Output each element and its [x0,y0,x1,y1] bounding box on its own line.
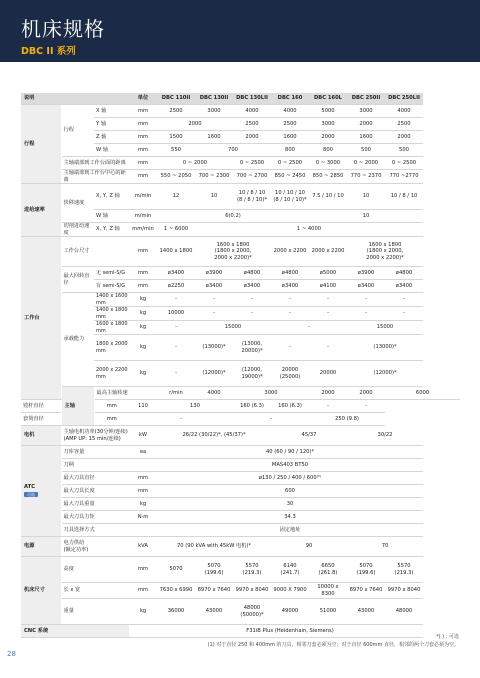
row-label [61,537,129,557]
value-cell: 2000 x 2200 [309,237,347,267]
value-cell: 3000 [347,105,385,118]
value-cell: - [157,293,195,307]
value-cell: 550 [157,144,195,157]
motor-power-label: 主轴电机功率(30分钟/连续) [63,429,128,435]
value-cell: 6(0.2) [157,210,309,223]
value-cell: 1600 x 1800 (1800 x 2000, 2000 x 2200)* [195,237,271,267]
value-cell: 20000 (25000) [271,361,309,387]
value-cell: 3000 [309,118,347,131]
unit-cell: mm [129,170,157,184]
value-cell: 10 / 8 / 10 [385,184,423,210]
value-cell: 51000 [309,599,347,625]
value-cell: 2000 [385,131,423,144]
value-cell: 0 ~ 2500 [233,157,271,170]
unit-cell: mm [94,400,129,413]
table-row [21,223,460,237]
value-cell: 850 ~ 2450 [271,170,309,184]
value-cell: 10000 x 8300 [309,583,347,599]
value-cell: - [233,413,309,426]
row-label: 工作台尺寸 [61,237,129,267]
table-row [21,498,460,511]
power-supply-label: 电力供给 [63,540,85,546]
value-cell: 0 ~ 2500 [271,157,309,170]
table-row [21,583,460,599]
value-cell: 3000 [233,387,309,400]
header-model: DBC 110II [157,93,195,105]
table-row [21,293,460,307]
value-cell: 1400 x 1800 [157,237,195,267]
value-cell: F31iB Plus (Heidenhain, Siemens) [157,625,423,638]
table-row [21,157,460,170]
table-row [21,599,460,625]
footnote: (1) 对于直径 250 和 400mm 的刀具，相邻刀套必须为空；对于直径 600mm 直径，相邻的两个刀套必须为空。 [207,642,459,648]
value-cell: 160 (6.3) [233,400,271,413]
value-cell: 36000 [157,599,195,625]
value-cell: - [129,413,233,426]
value-cell: ø3400 [271,280,309,293]
value-cell: 500 [347,144,385,157]
header-desc: 说明 [21,93,129,105]
value-cell: 5000 [309,105,347,118]
value-cell: 5070 [157,557,195,583]
value-cell: (12000)* [195,361,233,387]
unit-cell: mm [129,472,157,485]
table-row [21,472,460,485]
row-label: 最大刀具直径 [61,472,129,485]
value-cell: - [271,321,347,335]
value-cell: 500 [385,144,423,157]
value-cell: 5570 (219.3) [385,557,423,583]
table-row [21,170,460,184]
unit-cell: mm [129,267,157,280]
value-cell: ø130 / 250 / 400 / 600⁽¹⁾ [157,472,423,485]
value-cell: 1600 [347,131,385,144]
value-cell: 130 [157,400,233,413]
value-cell: 26/22 (30/22)*, (45/37)* [157,426,271,446]
row-label: 重量 [61,599,129,625]
value-cell: 7.5 / 10 / 10 [309,184,347,210]
unit-cell: m/min [129,210,157,223]
table-row [21,184,460,210]
row-label: 套筒直径 [21,413,94,426]
value-cell: 800 [271,144,309,157]
unit-cell: mm [129,118,157,131]
value-cell: 7630 x 6990 [157,583,195,599]
value-cell: - [385,293,423,307]
value-cell: - [347,293,385,307]
unit-cell: mm [129,583,157,599]
row-label: 最大刀具力矩 [61,511,129,524]
value-cell: 2500 [385,118,423,131]
spec-table [21,93,460,638]
value-cell: 770 ~2770 [385,170,423,184]
value-cell: 43000 [347,599,385,625]
unit-cell: mm [94,413,129,426]
value-cell: 9970 x 8040 [233,583,271,599]
row-label: 主轴端部到工作台面的距离 [61,157,129,170]
group-motor: 电机 [21,426,61,446]
unit-cell: ea [129,446,157,459]
value-cell: 48000 [385,599,423,625]
value-cell: MAS403 BT50 [157,459,423,472]
value-cell: ø4800 [271,267,309,280]
group-table: 工作台 [21,237,61,400]
unit-cell [129,524,157,537]
row-label [61,426,129,446]
row-label: Y 轴 [94,118,129,131]
value-cell: 固定地址 [157,524,423,537]
value-cell: - [157,335,195,361]
unit-cell: mm [129,485,157,498]
value-cell: 10 / 10 / 10 (8 / 10 / 10)* [271,184,309,210]
table-header-row [21,93,460,105]
value-cell: 0 ~ 2000 [347,157,385,170]
value-cell: - [347,400,385,413]
value-cell: 2000 [347,118,385,131]
value-cell: - [309,400,347,413]
value-cell: 2000 [347,387,385,400]
row-label: 最大刀具长度 [61,485,129,498]
value-cell: 43000 [195,599,233,625]
value-cell: - [271,335,309,361]
value-cell: - [195,293,233,307]
value-cell: 70 [347,537,423,557]
value-cell: 0 ~ 3000 [309,157,347,170]
value-cell: 48000 (50000)* [233,599,271,625]
value-cell: - [195,307,233,321]
row-label: W 轴 [94,210,129,223]
series-subtitle: DBC II 系列 [21,46,76,57]
value-cell: 700 ~ 2300 [195,170,233,184]
value-cell: 250 (9.8) [309,413,385,426]
value-cell: ø2250 [157,280,195,293]
unit-cell: mm [129,237,157,267]
value-cell: 90 [271,537,347,557]
value-cell: 2500 [271,118,309,131]
value-cell: 1 ~ 6000 [157,223,195,237]
value-cell: ø4100 [309,280,347,293]
value-cell: 770 ~ 2370 [347,170,385,184]
table-row [21,413,460,426]
value-cell: 9000 X 7900 [271,583,309,599]
row-label: X, Y, Z 轴 [94,223,129,237]
value-cell: 40 (60 / 90 / 120)* [157,446,423,459]
row-label: 行程 [61,105,94,157]
unit-cell: mm [129,557,157,583]
group-size: 机床尺寸 [21,557,61,625]
row-label: W 轴 [94,144,129,157]
value-cell: (12000)* [347,361,423,387]
header-model: DBC 130II [195,93,233,105]
row-label: 无 semi-S/G [94,267,129,280]
value-cell: 4000 [385,105,423,118]
value-cell: (13000, 20000)* [233,335,271,361]
value-cell: - [157,321,195,335]
row-label: 镗杆直径 [21,400,94,413]
row-label: 1400 x 1800 mm [96,307,128,320]
table-row [21,511,460,524]
value-cell: 6650 (261.8) [309,557,347,583]
value-cell: ø3400 [385,280,423,293]
value-cell: (13000)* [347,335,423,361]
value-cell: 30 [157,498,423,511]
group-power: 电源 [21,537,61,557]
value-cell: - [309,335,347,361]
row-label: 快移速度 [61,184,94,223]
page-number: 28 [7,650,16,658]
value-cell: 10 [347,184,385,210]
optional-badge: 可选 [24,492,38,497]
value-cell: 34.3 [157,511,423,524]
table-row [21,387,460,400]
row-label: 最高主轴转速 [94,387,157,400]
value-cell: 3000 [195,105,233,118]
value-cell: ø3400 [195,280,233,293]
row-label: 最大回转直径 [61,267,94,293]
row-label: 2000 x 2200 mm [94,361,129,387]
value-cell: - [309,293,347,307]
value-cell: 2000 [233,131,271,144]
value-cell: 700 [195,144,271,157]
row-label: 长 x 宽 [61,583,129,599]
value-cell: 8970 x 7640 [347,583,385,599]
value-cell: 5070 (199.6) [347,557,385,583]
unit-cell: kg [129,307,157,321]
header-model: DBC 130LII [233,93,271,105]
table-row [21,557,460,583]
table-row [21,485,460,498]
value-cell: 15000 [195,321,271,335]
row-label: X, Y, Z 轴 [94,184,129,210]
row-label: 1400 x 1600 mm [96,293,128,306]
row-label: 主轴端部到工作台中心的距离 [61,170,129,184]
atc-label: ATC [24,484,35,490]
value-cell: 20000 [309,361,347,387]
header-model: DBC 160L [309,93,347,105]
table-row [21,625,460,638]
unit-cell: mm [129,280,157,293]
value-cell: (12000, 19000)* [233,361,271,387]
value-cell: 4000 [233,105,271,118]
unit-cell: kg [129,335,157,361]
unit-cell: N·m [129,511,157,524]
value-cell: 5570 (219.3) [233,557,271,583]
row-label: 承载能力 [61,293,94,387]
row-label: X 轴 [94,105,129,118]
value-cell: 4000 [195,387,233,400]
value-cell: - [157,361,195,387]
value-cell: 1600 x 1800 (1800 x 2000, 2000 x 2200)* [347,237,423,267]
unit-cell: r/min [157,387,195,400]
table-row [21,524,460,537]
value-cell: 6000 [385,387,460,400]
value-cell: ø4800 [385,267,423,280]
row-label: 1600 x 1800 mm [96,321,128,334]
group-cnc: CNC 系统 [21,625,129,638]
unit-cell [129,459,157,472]
row-label: 高度 [61,557,129,583]
value-cell: 45/37 [271,426,347,446]
value-cell: - [233,307,271,321]
row-label: 刀具选择方式 [61,524,129,537]
group-atc [21,446,61,537]
value-cell: 1500 [157,131,195,144]
value-cell: ø3900 [347,267,385,280]
row-label: 切削进给速度 [61,223,94,237]
row-label: 刀库容量 [61,446,129,459]
value-cell: 5070 (199.6) [195,557,233,583]
table-row [21,426,460,446]
page-header [0,0,480,62]
table-row [21,267,460,280]
unit-cell [129,625,157,638]
value-cell: ø4800 [233,267,271,280]
value-cell: 110 [129,400,157,413]
row-label: Z 轴 [94,131,129,144]
value-cell: 49000 [271,599,309,625]
unit-cell: mm [129,144,157,157]
unit-cell: kg [129,361,157,387]
value-cell: 9970 x 8040 [385,583,423,599]
value-cell: 10 / 8 / 10 (8 / 8 / 10)* [233,184,271,210]
table-row [21,105,460,118]
value-cell: 700 ~ 2700 [233,170,271,184]
value-cell: - [309,307,347,321]
group-spindle: 主轴 [61,387,94,426]
value-cell: 12 [157,184,195,210]
value-cell: - [271,293,309,307]
unit-cell: m/min [129,184,157,210]
motor-power-label-2: (AMP UP: 15 min/连续) [63,435,121,442]
page-title: 机床规格 [21,17,105,41]
value-cell: 10000 [157,307,195,321]
value-cell: ø5000 [309,267,347,280]
value-cell: 2500 [157,105,195,118]
table-row [21,446,460,459]
value-cell: 10 [195,184,233,210]
value-cell: 1 ~ 4000 [195,223,423,237]
unit-cell: kg [129,321,157,335]
optional-note: *( ) : 可选 [436,634,459,640]
value-cell: 600 [157,485,423,498]
value-cell: 550 ~ 2050 [157,170,195,184]
value-cell: 1600 [195,131,233,144]
row-label: 有 semi-S/G [94,280,129,293]
value-cell: 160 (6.3) [271,400,309,413]
value-cell: - [271,307,309,321]
row-label: 刀柄 [61,459,129,472]
value-cell: - [233,293,271,307]
header-unit: 单位 [129,93,157,105]
unit-cell: kg [129,293,157,307]
value-cell: 0 ~ 2000 [157,157,233,170]
group-travel: 行程 [21,105,61,184]
value-cell: 2000 [157,118,233,131]
value-cell: 15000 [347,321,423,335]
value-cell: 4000 [271,105,309,118]
value-cell: 2000 [309,387,347,400]
row-label: 最大刀具重量 [61,498,129,511]
value-cell: 10 [309,210,423,223]
unit-cell: mm [129,157,157,170]
value-cell: - [347,307,385,321]
value-cell: 1600 [271,131,309,144]
row-label: 1800 x 2000 mm [94,335,129,361]
value-cell: 8970 x 7640 [195,583,233,599]
unit-cell: kW [129,426,157,446]
table-row [21,400,460,413]
power-supply-label-2: (额定功率) [63,546,89,553]
value-cell: 800 [309,144,347,157]
value-cell: ø3400 [347,280,385,293]
value-cell: 6140 (241.7) [271,557,309,583]
table-row [21,459,460,472]
value-cell: 2500 [233,118,271,131]
value-cell: ø3900 [195,267,233,280]
value-cell: 850 ~ 2850 [309,170,347,184]
header-model: DBC 250II [347,93,385,105]
group-feed: 进给速率 [21,184,61,237]
value-cell: - [385,307,423,321]
unit-cell: kg [129,599,157,625]
value-cell: 30/22 [347,426,423,446]
header-model: DBC 160 [271,93,309,105]
value-cell: 0 ~ 2500 [385,157,423,170]
unit-cell: mm [129,131,157,144]
unit-cell: kg [129,498,157,511]
value-cell: (13000)* [195,335,233,361]
value-cell: 2000 x 2200 [271,237,309,267]
table-row [21,237,460,267]
table-row [21,537,460,557]
unit-cell: kVA [129,537,157,557]
value-cell: 70 (90 kVA with 45kW 电机)* [157,537,271,557]
value-cell: ø3400 [233,280,271,293]
value-cell: ø3400 [157,267,195,280]
header-model: DBC 250LII [385,93,423,105]
unit-cell: mm [129,105,157,118]
unit-cell: mm/min [129,223,157,237]
value-cell: 2000 [309,131,347,144]
